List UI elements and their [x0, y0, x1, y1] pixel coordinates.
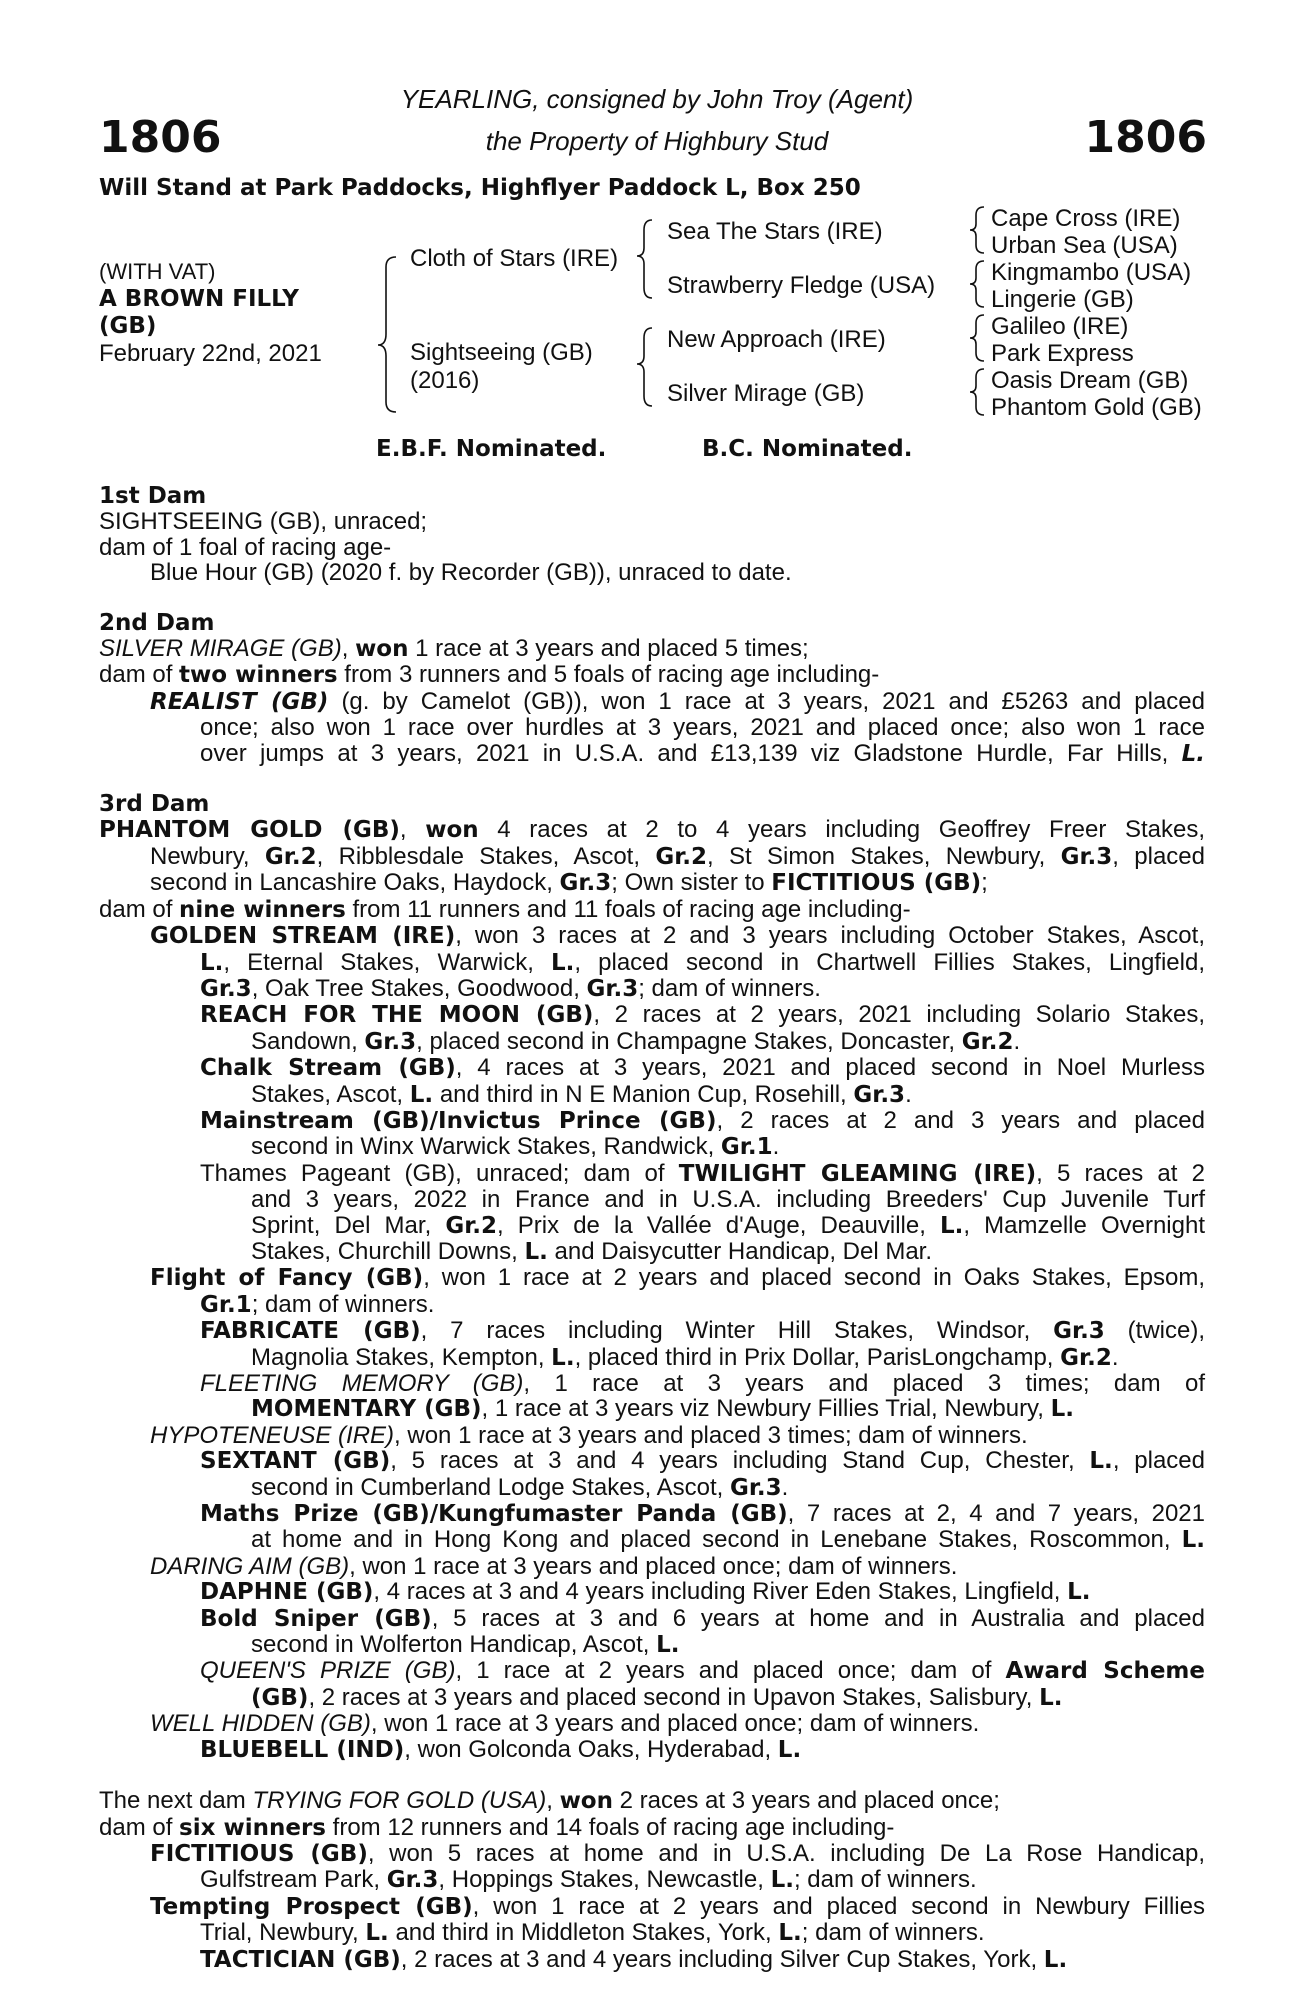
race-grade: Gr.3 [586, 975, 639, 1002]
text-run: 1 race at 3 years and placed 5 times; [408, 635, 809, 663]
text-line [99, 1423, 1205, 1448]
won-label: won [559, 1788, 613, 1815]
horse-name: Chalk Stream (GB) [200, 1055, 456, 1082]
race-grade: Gr.3 [559, 870, 612, 897]
gen3-ancestor: Oasis Dream (GB) [991, 367, 1189, 394]
text-run: , 2 races at 3 and 4 years including Silver Cup Stakes, York, [400, 1945, 1044, 1973]
text-run: , placed [1112, 842, 1205, 870]
gen3-ancestor: Cape Cross (IRE) [991, 205, 1181, 232]
horse-name: Flight of Fancy (GB) [150, 1265, 424, 1292]
text-line [99, 1788, 1205, 1814]
text-run: , Eternal Stakes, Warwick, [223, 948, 551, 976]
horse-name: FICTITIOUS (GB) [150, 1840, 368, 1867]
text-line [99, 1920, 1205, 1946]
text-line [99, 1134, 1205, 1160]
stand-location: Will Stand at Park Paddocks, Highflyer Paddock L, Box 250 [99, 175, 861, 201]
text-run: , 5 races at 3 and 4 years including Stand Cup, Chester, [390, 1447, 1090, 1475]
race-grade: L. [551, 1344, 575, 1371]
text-run: , Mamzelle Overnight [963, 1211, 1205, 1239]
text-run: (GB) [251, 1684, 309, 1711]
text-line [99, 1815, 1205, 1841]
text-run: , 7 races including Winter Hill Stakes, Windsor, [420, 1317, 1054, 1345]
text-run: 2 races at 3 years and placed once; [613, 1787, 1000, 1815]
horse-name: PHANTOM GOLD (GB) [99, 817, 400, 844]
text-run: , St Simon Stakes, Newbury, [707, 842, 1061, 870]
horse-name: FLEETING MEMORY (GB) [200, 1370, 524, 1397]
gen3-ancestor: Park Express [991, 340, 1134, 367]
race-grade: Gr.2 [961, 1028, 1014, 1055]
text-run: over jumps at 3 years, 2021 in U.S.A. and £13,139 viz Gladstone Hurdle, Far Hills, [200, 739, 1182, 767]
race-grade: L. [1043, 1946, 1068, 1973]
text-line [99, 1161, 1205, 1187]
text-line [99, 1894, 1205, 1920]
race-grade: Gr.3 [1053, 1318, 1105, 1345]
text-line [99, 1239, 1205, 1265]
text-run: , 5 races at 2 [1036, 1159, 1205, 1187]
text-run: Thames Pageant (GB), unraced; dam of [200, 1159, 679, 1187]
text-line: PHANTOM GOLD (GB), won 4 races at 2 to 4 years including Geoffrey Freer Stakes, [99, 816, 1205, 844]
text-run: Stakes, Churchill Downs, [251, 1237, 525, 1265]
text-line [99, 689, 1205, 715]
text-line [99, 950, 1205, 976]
horse-name: MOMENTARY (GB) [251, 1396, 482, 1423]
text-run: second in Cumberland Lodge Stakes, Ascot, [251, 1473, 730, 1501]
gen3-ancestor: Urban Sea (USA) [991, 232, 1178, 259]
text-line [99, 1082, 1205, 1108]
text-line [99, 1029, 1205, 1055]
text-run: , placed second in Champagne Stakes, Doncaster, [416, 1027, 962, 1055]
race-grade: Gr.2 [655, 843, 708, 870]
gen3-ancestor: Galileo (IRE) [991, 313, 1129, 340]
text-line [99, 1055, 1205, 1081]
text-run: ; [981, 869, 988, 897]
section-heading: 2nd Dam [99, 609, 215, 636]
text-line [99, 976, 1205, 1002]
text-run: , Oak Tree Stakes, Goodwood, [251, 974, 587, 1002]
text-run: . [1111, 1343, 1119, 1371]
dam-sire-name: New Approach (IRE) [667, 326, 886, 353]
horse-name: SEXTANT (GB) [200, 1448, 391, 1475]
text-run: second in Wolferton Handicap, Ascot, [251, 1631, 657, 1659]
text-line [99, 897, 1205, 923]
text-line: dam of 1 foal of racing age- [99, 533, 392, 561]
section-heading: 3rd Dam [99, 791, 210, 818]
text-line [99, 1737, 1205, 1763]
horse-name: Bold Sniper (GB) [200, 1605, 432, 1632]
gen3-ancestor: Phantom Gold (GB) [991, 394, 1202, 421]
text-line [99, 1841, 1205, 1867]
race-grade: Gr.3 [386, 1867, 439, 1894]
catalogue-body [99, 484, 1205, 1998]
text-line [99, 1318, 1205, 1344]
dam-name: SILVER MIRAGE (GB) [99, 635, 342, 663]
text-run: , Prix de la Vallée d'Auge, Deauville, [497, 1211, 940, 1239]
text-run: . [772, 1133, 780, 1161]
horse-name: Mainstream (GB)/Invictus Prince (GB) [200, 1107, 717, 1134]
gen3-ancestor: Lingerie (GB) [991, 286, 1134, 313]
race-grade: Gr.3 [729, 1474, 782, 1501]
text-line [99, 1711, 1205, 1736]
foaling-date: February 22nd, 2021 [99, 340, 322, 367]
text-line [99, 662, 1205, 688]
text-line [99, 741, 1205, 767]
text-run: , placed second in Chartwell Fillies Stakes, Lingfield, [574, 948, 1205, 976]
dam-year: (2016) [410, 367, 480, 394]
winners-count: two winners [179, 662, 338, 689]
race-grade: Gr.3 [364, 1028, 417, 1055]
race-grade: Gr.2 [1060, 1344, 1112, 1371]
text-run: Stakes, Ascot, [251, 1080, 410, 1108]
sire-sire-name: Sea The Stars (IRE) [667, 218, 883, 245]
text-run: and third in Middleton Stakes, York, [388, 1919, 779, 1947]
text-run: dam of [99, 661, 180, 689]
text-run: , 1 race at 2 years and placed once; dam of [455, 1657, 1006, 1685]
text-line [99, 1345, 1205, 1371]
text-run: , Ribblesdale Stakes, Ascot, [316, 842, 656, 870]
race-grade: Gr.1 [720, 1134, 773, 1161]
text-run: , won 1 race at 2 years and placed second in Newbury Fillies [472, 1892, 1205, 1920]
text-line [99, 1658, 1205, 1684]
text-line [99, 844, 1205, 870]
text-run: from 3 runners and 5 foals of racing age including- [337, 661, 880, 689]
race-grade: L. [1067, 1579, 1091, 1606]
race-grade: L. [656, 1632, 680, 1659]
lot-number-left: 1806 [99, 112, 222, 163]
text-run: Trial, Newbury, [200, 1919, 366, 1947]
race-grade: L. [550, 949, 575, 976]
horse-name: BLUEBELL (IND) [200, 1736, 405, 1763]
text-run: , 5 races at 3 and 6 years at home and in Australia and placed [431, 1604, 1206, 1632]
vat-label: (WITH VAT) [99, 259, 216, 284]
horse-name: QUEEN'S PRIZE (GB) [200, 1657, 456, 1685]
text-line [99, 1867, 1205, 1893]
horse-name: Maths Prize (GB)/Kungfumaster Panda (GB) [200, 1501, 788, 1528]
text-run: and Daisycutter Handicap, Del Mar. [547, 1237, 933, 1265]
horse-name-line1: A BROWN FILLY [99, 286, 299, 312]
text-line [99, 1292, 1205, 1318]
text-run: , 2 races at 2 and 3 years and placed [716, 1106, 1206, 1134]
race-grade: Gr.1 [200, 1291, 252, 1318]
text-line [99, 1579, 1205, 1605]
text-line: Blue Hour (GB) (2020 f. by Recorder (GB)), unraced to date. [150, 559, 792, 587]
text-line: and 3 years, 2022 in France and in U.S.A. including Breeders' Cup Juvenile Turf [251, 1186, 1205, 1214]
won-label: won [425, 817, 479, 844]
text-run: Sandown, [251, 1027, 365, 1055]
text-line [99, 1527, 1205, 1553]
text-run: , 2 races at 3 years and placed second in Upavon Stakes, Salisbury, [308, 1683, 1040, 1711]
text-run: dam of [99, 1813, 180, 1841]
horse-name-line2: (GB) [99, 313, 157, 339]
text-line [99, 1554, 1205, 1579]
gen3-ancestor: Kingmambo (USA) [991, 259, 1192, 286]
text-run: from 11 runners and 11 foals of racing age including- [345, 895, 911, 923]
text-run: , 1 race at 3 years and placed 3 times; dam of [523, 1370, 1205, 1397]
text-run: ; dam of winners. [251, 1290, 435, 1318]
text-line [99, 870, 1205, 896]
race-grade: L. [1039, 1684, 1063, 1711]
text-line [99, 1947, 1205, 1973]
text-run: (twice), [1104, 1317, 1206, 1345]
next-dam-section [99, 1788, 1205, 1973]
race-grade: Gr.3 [1060, 843, 1113, 870]
text-run: . [905, 1080, 912, 1108]
text-run: . [781, 1473, 789, 1501]
text-run: , won 3 races at 2 and 3 years including October Stakes, Ascot, [455, 922, 1205, 950]
third-dam-section [99, 792, 1205, 1763]
horse-name: WELL HIDDEN (GB) [150, 1710, 371, 1738]
horse-name: GOLDEN STREAM (IRE) [150, 923, 456, 950]
consignor-line: YEARLING, consigned by John Troy (Agent) [400, 84, 914, 114]
lot-number-right: 1806 [1084, 112, 1207, 163]
race-grade: L. [365, 1920, 389, 1947]
horse-name: FICTITIOUS (GB) [771, 870, 982, 897]
section-heading: 1st Dam [99, 483, 207, 509]
text-line: SILVER MIRAGE (GB), won 1 race at 3 years and placed 5 times; [99, 635, 809, 663]
horse-name: HYPOTENEUSE (IRE) [150, 1421, 395, 1449]
text-run: from 12 runners and 14 foals of racing age including- [325, 1813, 895, 1841]
text-run: , won 1 race at 3 years and placed 3 times; dam of winners. [394, 1421, 1028, 1449]
text-run: , won 1 race at 2 years and placed second in Oaks Stakes, Epsom, [423, 1264, 1206, 1292]
text-run: ; Own sister to [611, 869, 772, 897]
text-line [99, 1448, 1205, 1474]
text-run: Sprint, Del Mar, [251, 1211, 446, 1239]
race-grade: L. [1181, 1527, 1205, 1554]
dam-dam-name: Silver Mirage (GB) [667, 380, 865, 407]
text-run: ; dam of winners. [801, 1919, 985, 1947]
text-run: . [1013, 1027, 1021, 1055]
text-run: The next dam [99, 1787, 253, 1815]
text-run: 4 races at 2 to 4 years including Geoffrey Freer Stakes, [478, 816, 1205, 844]
text-run: , 7 races at 2, 4 and 7 years, 2021 [787, 1500, 1205, 1528]
race-grade: L. [1181, 740, 1205, 767]
race-grade: L. [200, 949, 224, 976]
race-grade: L. [777, 1736, 802, 1763]
horse-name: DAPHNE (GB) [200, 1579, 374, 1606]
text-run: ; dam of winners. [793, 1866, 977, 1894]
text-line [99, 1002, 1205, 1028]
text-run: ; dam of winners. [638, 974, 821, 1002]
winners-count: six winners [179, 1814, 326, 1841]
race-grade: L. [770, 1867, 794, 1894]
sire-name: Cloth of Stars (IRE) [410, 245, 619, 272]
text-run: (g. by Camelot (GB)), won 1 race at 3 years, 2021 and £5263 and placed [328, 687, 1205, 715]
race-grade: Gr.3 [200, 975, 252, 1002]
text-run: Magnolia Stakes, Kempton, [251, 1343, 552, 1371]
horse-name: DARING AIM (GB) [150, 1552, 350, 1580]
horse-name: Tempting Prospect (GB) [150, 1893, 473, 1920]
won-label: won [355, 636, 409, 663]
text-run: second in Lancashire Oaks, Haydock, [150, 869, 560, 897]
ebf-nomination: E.B.F. Nominated. [376, 436, 607, 462]
race-grade: Gr.2 [445, 1212, 498, 1239]
first-dam-section [99, 484, 1205, 586]
horse-name: TRYING FOR GOLD (USA) [252, 1787, 547, 1815]
text-run: , won Golconda Oaks, Hyderabad, [404, 1735, 778, 1763]
sire-dam-name: Strawberry Fledge (USA) [667, 272, 936, 299]
dam-name: Sightseeing (GB) [410, 339, 593, 366]
text-run: , won 1 race at 3 years and placed once; dam of winners. [370, 1710, 980, 1738]
text-run: , 4 races at 3 years, 2021 and placed second in Noel Murless [455, 1054, 1205, 1082]
horse-name: REACH FOR THE MOON (GB) [200, 1002, 594, 1029]
race-grade: L. [524, 1238, 548, 1265]
text-run: , 4 races at 3 and 4 years including River Eden Stakes, Lingfield, [373, 1578, 1068, 1606]
horse-name: Award Scheme [1005, 1658, 1206, 1685]
text-run: second in Winx Warwick Stakes, Randwick, [251, 1133, 721, 1161]
text-run: , placed third in Prix Dollar, ParisLongchamp, [574, 1343, 1061, 1371]
text-run: at home and in Hong Kong and placed second in Lenebane Stakes, Roscommon, [251, 1526, 1182, 1554]
text-line [99, 1396, 1205, 1422]
race-grade: L. [778, 1920, 802, 1947]
race-grade: L. [1050, 1396, 1075, 1423]
text-run: dam of [99, 895, 180, 923]
text-line: once; also won 1 race over hurdles at 3 years, 2021 and placed once; also won 1 race [200, 714, 1205, 742]
text-run: , 2 races at 2 years, 2021 including Solario Stakes, [593, 1001, 1205, 1029]
text-line [99, 1632, 1205, 1658]
text-run: , Hoppings Stakes, Newcastle, [438, 1866, 771, 1894]
text-run: , [546, 1787, 560, 1815]
bc-nomination: B.C. Nominated. [702, 436, 913, 462]
text-line [99, 1108, 1205, 1134]
horse-name: TACTICIAN (GB) [200, 1946, 401, 1973]
text-line [99, 1501, 1205, 1527]
text-line [99, 1685, 1205, 1711]
text-run: and third in N E Manion Cup, Rosehill, [433, 1080, 854, 1108]
text-line [99, 1606, 1205, 1632]
horse-name: TWILIGHT GLEAMING (IRE) [678, 1160, 1037, 1187]
text-line [99, 1213, 1205, 1239]
text-run: , won 1 race at 3 years and placed once; dam of winners. [349, 1552, 958, 1580]
text-line: SIGHTSEEING (GB), unraced; [99, 508, 428, 536]
winners-count: nine winners [179, 896, 346, 923]
text-run: , placed [1112, 1447, 1205, 1475]
race-grade: L. [940, 1212, 964, 1239]
text-run: , 1 race at 3 years viz Newbury Fillies Trial, Newbury, [481, 1395, 1051, 1423]
text-run: , won 5 races at home and in U.S.A. including De La Rose Handicap, [367, 1839, 1206, 1867]
horse-name: REALIST (GB) [150, 688, 329, 715]
text-line [99, 1475, 1205, 1501]
text-line [99, 923, 1205, 949]
text-run: Newbury, [150, 842, 265, 870]
text-line [99, 1265, 1205, 1291]
horse-name: FABRICATE (GB) [200, 1318, 421, 1345]
race-grade: Gr.2 [264, 843, 317, 870]
race-grade: L. [1089, 1448, 1113, 1475]
race-grade: L. [409, 1081, 434, 1108]
race-grade: Gr.3 [853, 1081, 906, 1108]
second-dam-section [99, 611, 1205, 767]
text-run: Gulfstream Park, [200, 1866, 387, 1894]
text-line [99, 1371, 1205, 1396]
property-line: the Property of Highbury Stud [485, 126, 829, 156]
